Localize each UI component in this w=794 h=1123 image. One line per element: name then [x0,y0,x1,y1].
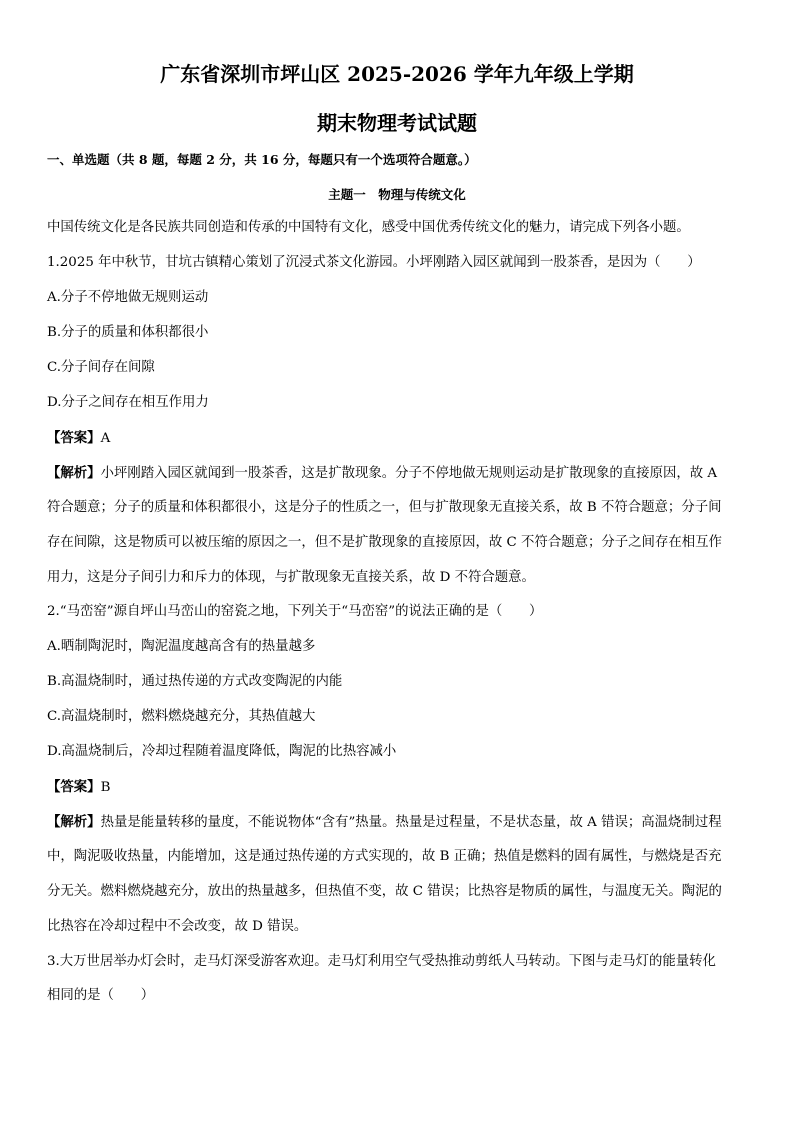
section-header: 一、单选题（共 8 题，每题 2 分，共 16 分，每题只有一个选项符合题意。） [47,152,477,167]
q1-option-a: A.分子不停地做无规则运动 [47,290,209,305]
exam-title-line1: 广东省深圳市坪山区 2025-2026 学年九年级上学期 [160,62,634,86]
q2-option-a: A.晒制陶泥时，陶泥温度越高含有的热量越多 [47,639,316,654]
q2-option-b: B.高温烧制时，通过热传递的方式改变陶泥的内能 [47,674,343,689]
q2-analysis-line1 [47,813,722,832]
q1-analysis-line1 [47,464,717,483]
q1-answer-value: A [100,431,111,446]
q2-answer-tag: 【答案】 [47,779,101,795]
q2-answer-value: B [100,780,111,795]
q1-answer-tag: 【答案】 [47,430,101,446]
q1-option-c: C.分子间存在间隙 [47,360,155,375]
q1-answer [47,429,110,448]
exam-title-line2: 期末物理考试试题 [317,111,477,135]
q1-analysis-line2: 符合题意；分子的质量和体积都很小，这是分子的性质之一，但与扩散现象无直接关系，故 B 不符合题意；分子间 [47,500,722,515]
q2-answer [47,778,110,797]
q1-analysis-text1: 小坪刚踏入园区就闻到一股茶香，这是扩散现象。分子不停地做无规则运动是扩散现象的直接原因，故 A [100,466,718,481]
q1-analysis-line3: 存在间隙，这是物质可以被压缩的原因之一，但不是扩散现象的直接原因，故 C 不符合题意；分子之间存在相互作 [47,535,722,550]
q1-option-d: D.分子之间存在相互作用力 [47,395,209,410]
intro-text: 中国传统文化是各民族共同创造和传承的中国特有文化，感受中国优秀传统文化的魅力，请完成下列各小题。 [47,220,690,235]
q3-stem-line1: 3.大万世居举办灯会时，走马灯深受游客欢迎。走马灯利用空气受热推动剪纸人马转动。下图与走马灯的能量转化 [47,954,716,969]
q2-analysis-tag: 【解析】 [47,814,101,830]
q2-analysis-line3: 分无关。燃料燃烧越充分，放出的热量越多，但热值不变，故 C 错误；比热容是物质的属性，与温度无关。陶泥的 [47,884,722,899]
q2-option-c: C.高温烧制时，燃料燃烧越充分，其热值越大 [47,709,316,724]
q2-analysis-line4: 比热容在冷却过程中不会改变，故 D 错误。 [47,919,308,934]
q2-analysis-text1: 热量是能量转移的量度，不能说物体“含有”热量。热量是过程量，不是状态量，故 A 错误；高温烧制过程 [100,815,722,830]
q1-analysis-line4: 用力，这是分子间引力和斥力的体现，与扩散现象无直接关系，故 D 不符合题意。 [47,570,535,585]
q2-stem: 2.“马峦窑”源自坪山马峦山的窑瓷之地，下列关于“马峦窑”的说法正确的是（ ） [47,604,543,619]
q1-stem: 1.2025 年中秋节，甘坑古镇精心策划了沉浸式茶文化游园。小坪刚踏入园区就闻到一股茶香，是因为（ ） [47,255,701,270]
q2-option-d: D.高温烧制后，冷却过程随着温度降低，陶泥的比热容减小 [47,744,397,759]
q1-analysis-tag: 【解析】 [47,465,101,481]
q2-analysis-line2: 中，陶泥吸收热量，内能增加，这是通过热传递的方式实现的，故 B 正确；热值是燃料的固有属性，与燃烧是否充 [47,849,722,864]
topic-heading: 主题一 物理与传统文化 [328,187,466,202]
q1-option-b: B.分子的质量和体积都很小 [47,325,209,340]
q3-stem-line2: 相同的是（ ） [47,988,155,1003]
